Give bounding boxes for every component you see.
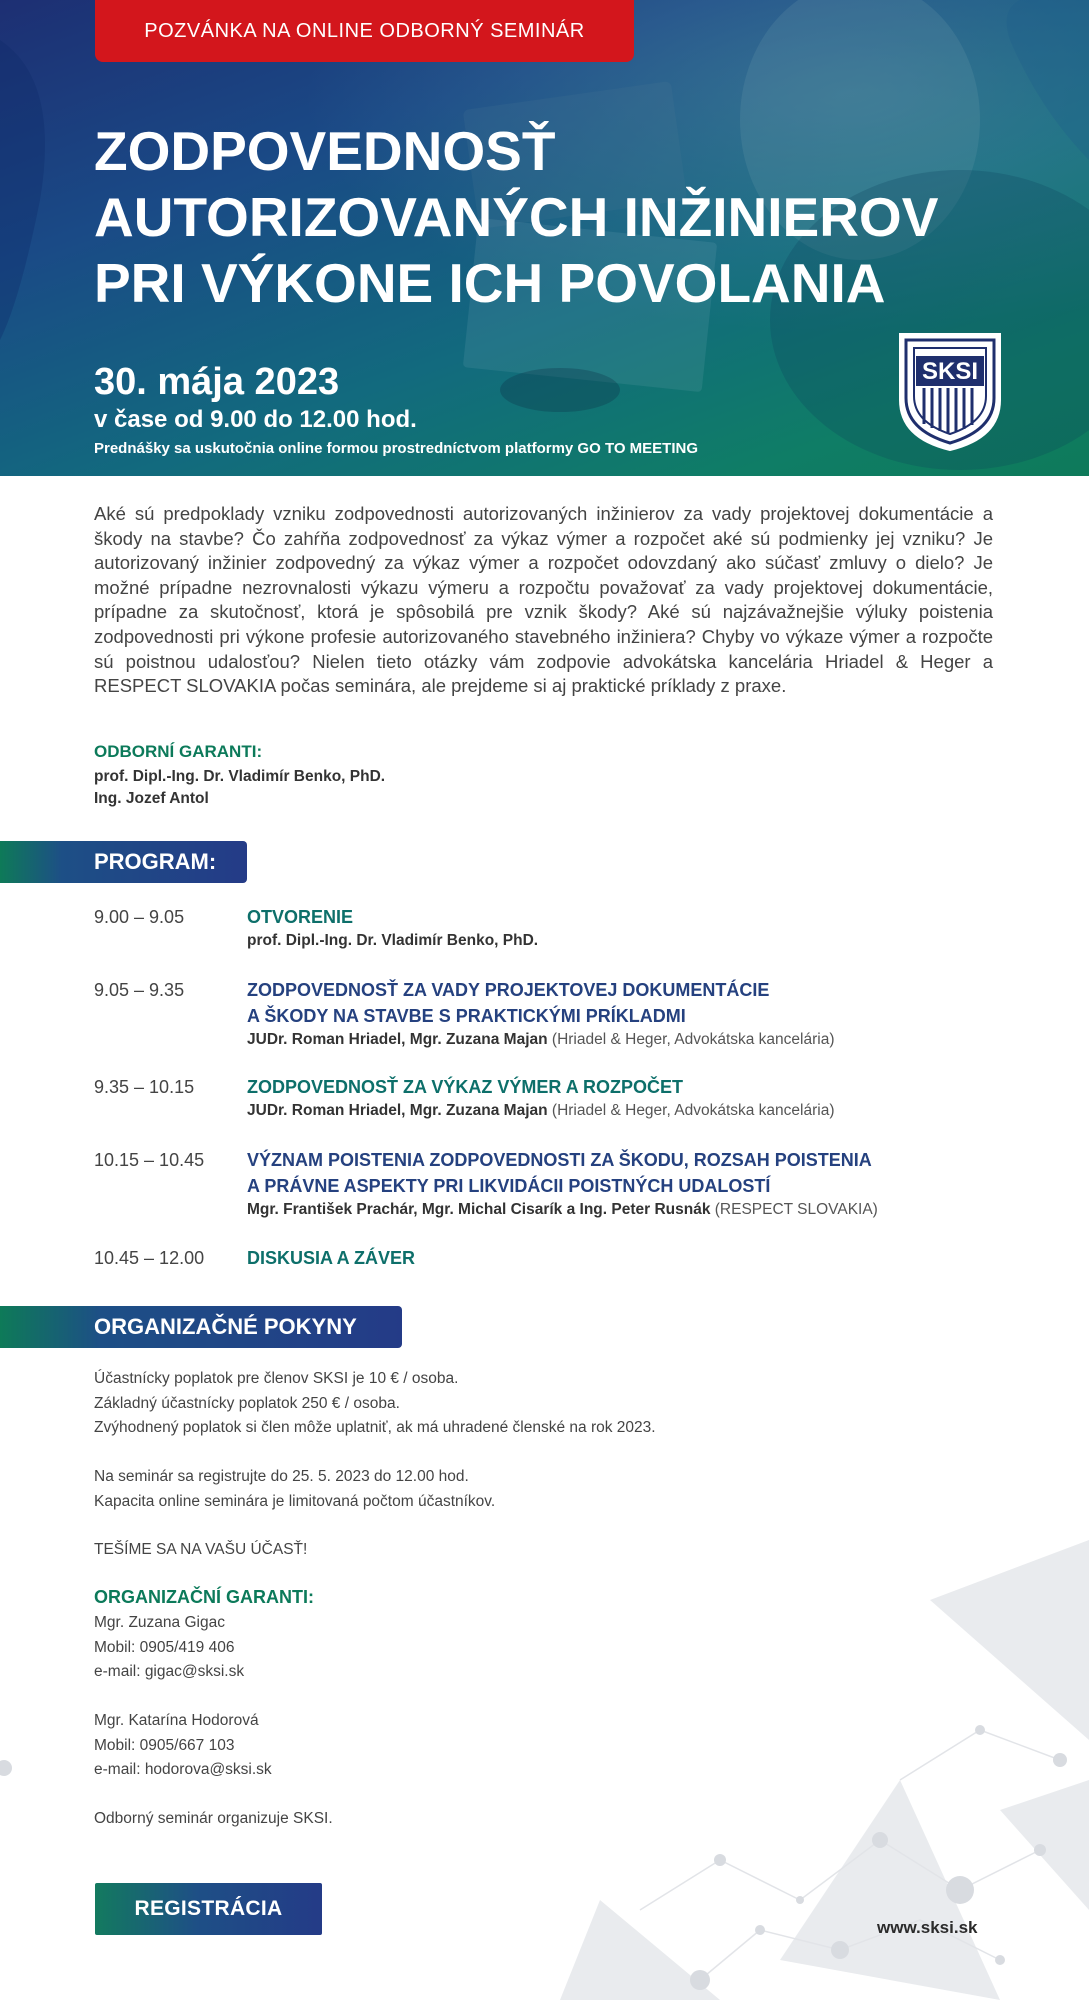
event-date: 30. mája 2023: [94, 361, 340, 403]
registration-button[interactable]: REGISTRÁCIA: [95, 1883, 322, 1935]
program-speakers: [247, 930, 1067, 952]
program-time: 9.00 – 9.05: [94, 907, 185, 927]
program-speaker-org: (Hriadel & Heger, Advokátska kancelária): [551, 1102, 835, 1119]
program-title-line: OTVORENIE: [247, 907, 354, 927]
program-title: [247, 1074, 1067, 1100]
contact-email: e-mail: gigac@sksi.sk: [94, 1663, 245, 1680]
program-title-line: VÝZNAM POISTENIA ZODPOVEDNOSTI ZA ŠKODU, ROZSAH POISTENIA: [247, 1150, 872, 1170]
program-speakers: [247, 1100, 1067, 1122]
program-speakers: [247, 1199, 1067, 1221]
event-title-line: ZODPOVEDNOSŤ: [94, 120, 556, 182]
program-time: 9.05 – 9.35: [94, 980, 185, 1000]
fee-line: Zvýhodnený poplatok si člen môže uplatniť, ak má uhradené členské na rok 2023.: [94, 1419, 656, 1436]
program-speaker-names: JUDr. Roman Hriadel, Mgr. Zuzana Majan: [247, 1102, 548, 1119]
invite-badge: POZVÁNKA NA ONLINE ODBORNÝ SEMINÁR: [95, 0, 634, 62]
event-platform: Prednášky sa uskutočnia online formou prostredníctvom platformy GO TO MEETING: [94, 440, 698, 457]
contact-name: Mgr. Katarína Hodorová: [94, 1712, 259, 1729]
organizer-note: Odborný seminár organizuje SKSI.: [94, 1810, 333, 1827]
org-guarantors-heading: ORGANIZAČNÍ GARANTI:: [94, 1587, 314, 1607]
program-time: 9.35 – 10.15: [94, 1077, 195, 1097]
program-title: [247, 904, 1067, 930]
fee-line: Účastnícky poplatok pre členov SKSI je 10 € / osoba.: [94, 1370, 459, 1387]
program-title-line: A ŠKODY NA STAVBE S PRAKTICKÝMI PRÍKLADMI: [247, 1006, 686, 1026]
program-speaker-names: JUDr. Roman Hriadel, Mgr. Zuzana Majan: [247, 1031, 548, 1048]
program-title-line: A PRÁVNE ASPEKTY PRI LIKVIDÁCII POISTNÝCH UDALOSTÍ: [247, 1176, 771, 1196]
hero-banner: [0, 0, 1089, 476]
expert-guarantors-list: [94, 766, 385, 810]
program-title-line: DISKUSIA A ZÁVER: [247, 1248, 416, 1268]
program-speakers: [247, 1029, 1067, 1051]
fees-info: [94, 1367, 656, 1441]
fee-line: Základný účastnícky poplatok 250 € / osoba.: [94, 1394, 400, 1412]
program-title: [247, 1245, 1067, 1271]
program-speaker-names: Mgr. František Prachár, Mgr. Michal Cisarík a Ing. Peter Rusnák: [247, 1201, 711, 1218]
program-speaker-names: prof. Dipl.-Ing. Dr. Vladimír Benko, PhD.: [247, 932, 539, 949]
closing-note: TEŠÍME SA NA VAŠU ÚČASŤ!: [94, 1541, 308, 1558]
registration-line: Na seminár sa registrujte do 25. 5. 2023 do 12.00 hod.: [94, 1468, 469, 1485]
sksi-logo-text: SKSI: [921, 358, 979, 385]
program-speaker-org: (RESPECT SLOVAKIA): [714, 1201, 878, 1218]
program-title: [247, 977, 1067, 1029]
event-title-line: PRI VÝKONE ICH POVOLANIA: [94, 252, 886, 314]
contact-phone: Mobil: 0905/419 406: [94, 1638, 235, 1656]
expert-guarantor: prof. Dipl.-Ing. Dr. Vladimír Benko, PhD.: [94, 768, 386, 785]
event-title: [94, 118, 1054, 316]
program-time: 10.45 – 12.00: [94, 1248, 205, 1268]
expert-guarantor: Ing. Jozef Antol: [94, 790, 209, 807]
program-title-line: ZODPOVEDNOSŤ ZA VADY PROJEKTOVEJ DOKUMENTÁCIE: [247, 980, 770, 1000]
program-title: [247, 1147, 1067, 1199]
website-link[interactable]: www.sksi.sk: [877, 1918, 978, 1937]
program-time: 10.15 – 10.45: [94, 1150, 205, 1170]
expert-guarantors-heading: ODBORNÍ GARANTI:: [94, 742, 263, 761]
program-heading: PROGRAM:: [0, 841, 247, 883]
program-speaker-org: (Hriadel & Heger, Advokátska kancelária): [551, 1031, 835, 1048]
program-title-line: ZODPOVEDNOSŤ ZA VÝKAZ VÝMER A ROZPOČET: [247, 1077, 684, 1097]
contact-name: Mgr. Zuzana Gigac: [94, 1614, 225, 1631]
sksi-logo: [896, 330, 1004, 454]
event-title-line: AUTORIZOVANÝCH INŽINIEROV: [94, 186, 939, 248]
intro-paragraph: Aké sú predpoklady vzniku zodpovednosti autorizovaných inžinierov za vady projektovej dokumentácie a škody na stavbe? Čo zahŕňa zodpovednosť za výkaz výmer a rozpočet aké sú podmienky jej vzniku? Je autorizovaný inžinier zodpovedný za výkaz výmer a rozpočet odovzdaný ako súčasť zmluvy o dielo? Je možné prípadne nezrovnalosti výkazu výmeru a rozpočtu považovať za vady projektovej dokumentácie, prípadne za skutočnosť, ktorá je spôsobilá pre vznik škody? Aké sú najzávažnejšie výluky poistenia zodpovednosti pri výkone profesie autorizovaného stavebného inžiniera? Chyby vo výkaze výmer a rozpočte sú poistnou udalosťou? Nielen tieto otázky vám zodpovie advokátska kancelária Hriadel & Heger a RESPECT SLOVAKIA počas seminára, ale prejdeme si aj praktické príklady z praxe.: [94, 503, 993, 697]
registration-line: Kapacita online seminára je limitovaná počtom účastníkov.: [94, 1492, 496, 1510]
contact-email: e-mail: hodorova@sksi.sk: [94, 1761, 272, 1778]
organization-heading: ORGANIZAČNÉ POKYNY: [0, 1306, 402, 1348]
contact-phone: Mobil: 0905/667 103: [94, 1736, 235, 1754]
event-time: v čase od 9.00 do 12.00 hod.: [94, 406, 417, 433]
